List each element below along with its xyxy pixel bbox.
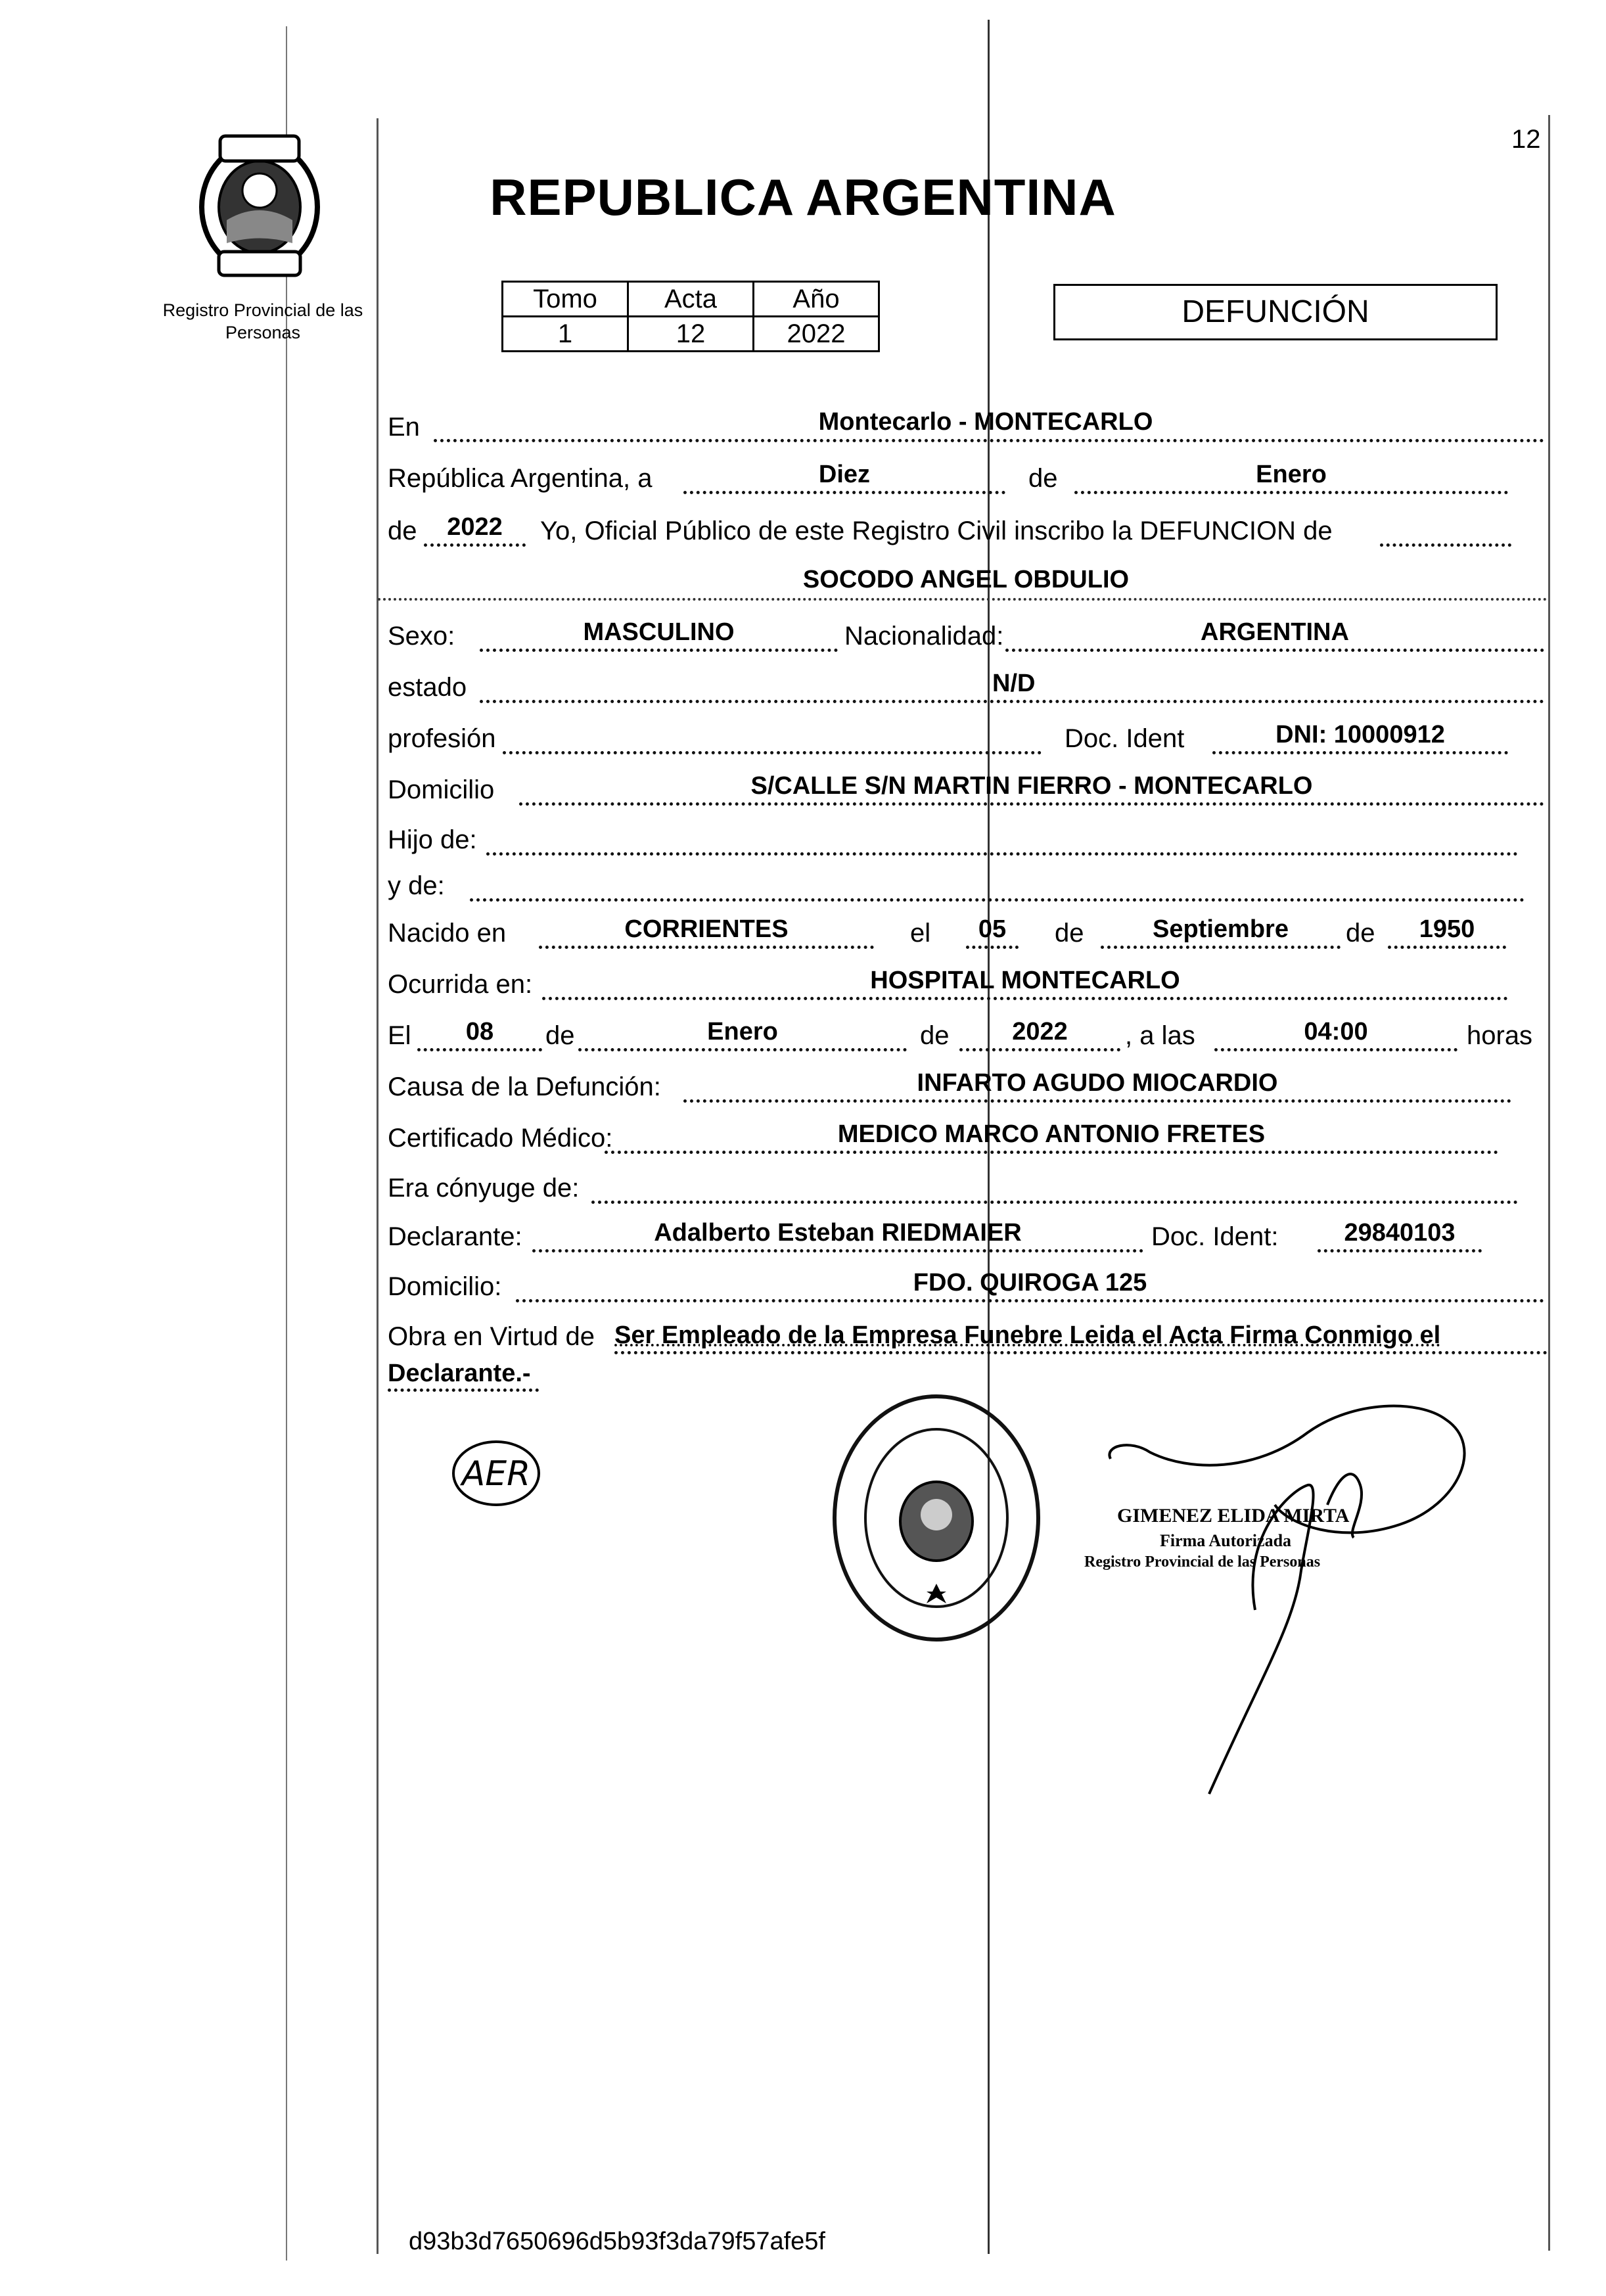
- domicilio2-line: [516, 1299, 1544, 1302]
- declarante-doc-line: [1318, 1249, 1482, 1252]
- day-text-value: Diez: [818, 461, 871, 488]
- causa-value: INFARTO AGUDO MIOCARDIO: [917, 1069, 1278, 1097]
- death-time-value: 04:00: [1304, 1018, 1368, 1045]
- birth-month-value: Septiembre: [1153, 915, 1289, 943]
- record-type-box: DEFUNCIÓN: [1053, 284, 1498, 340]
- table-cell-ano: 2022: [754, 317, 879, 352]
- hijo-de-line: [486, 852, 1518, 856]
- doc-ident-value: DNI: 10000912: [1275, 721, 1445, 748]
- certificado-value: MEDICO MARCO ANTONIO FRETES: [837, 1120, 1266, 1148]
- birth-year-value: 1950: [1419, 915, 1475, 943]
- hijo-de-label: Hijo de:: [388, 825, 477, 854]
- sexo-label: Sexo:: [388, 622, 455, 651]
- y-de-line: [470, 898, 1525, 902]
- birth-day-value: 05: [978, 915, 1007, 943]
- sexo-line: [480, 649, 838, 652]
- registry-seal: [828, 1387, 1045, 1649]
- table-cell-acta: 12: [628, 317, 754, 352]
- place-value: Montecarlo - MONTECARLO: [818, 408, 1153, 436]
- record-table: [501, 281, 880, 352]
- en-label: En: [388, 413, 420, 442]
- official-signature: [1091, 1373, 1498, 1807]
- de-death-month-label: de: [545, 1021, 575, 1050]
- right-margin-line: [1548, 115, 1550, 2251]
- alas-label: , a las: [1125, 1021, 1195, 1050]
- declarante-doc-value: 29840103: [1344, 1219, 1456, 1247]
- official-statement: Yo, Oficial Público de este Registro Civil inscribo la DEFUNCION de: [540, 517, 1333, 545]
- table-cell-tomo: 1: [503, 317, 628, 352]
- svg-text:AER: AER: [461, 1454, 531, 1494]
- birth-month-line: [1101, 946, 1341, 949]
- table-header-ano: Año: [754, 282, 879, 317]
- nacido-en-value: CORRIENTES: [624, 915, 789, 943]
- de-birth-year-label: de: [1346, 919, 1375, 948]
- causa-line: [683, 1099, 1511, 1103]
- domicilio-label: Domicilio: [388, 775, 495, 804]
- signer-role: Firma Autorizada: [1160, 1531, 1292, 1550]
- el-death-label: El: [388, 1021, 411, 1050]
- death-day-value: 08: [465, 1018, 494, 1045]
- obra-line: [614, 1351, 1548, 1354]
- death-month-line: [578, 1048, 907, 1051]
- horas-label: horas: [1467, 1021, 1533, 1050]
- document-hash: d93b3d7650696d5b93f3da79f57afe5f: [409, 2228, 825, 2255]
- birth-day-line: [966, 946, 1019, 949]
- doc-ident2-label: Doc. Ident:: [1151, 1222, 1279, 1251]
- de-death-year-label: de: [920, 1021, 950, 1050]
- death-time-line: [1214, 1048, 1457, 1051]
- page-number: 12: [1511, 125, 1541, 154]
- deceased-name-value: SOCODO ANGEL OBDULIO: [802, 566, 1130, 593]
- declarante-value: Adalberto Esteban RIEDMAIER: [654, 1219, 1022, 1247]
- causa-label: Causa de la Defunción:: [388, 1072, 661, 1101]
- ocurrida-value: HOSPITAL MONTECARLO: [870, 967, 1180, 994]
- domicilio-value: S/CALLE S/N MARTIN FIERRO - MONTECARLO: [750, 772, 1313, 800]
- estado-value: N/D: [992, 670, 1036, 697]
- left-margin-line: [377, 118, 379, 2254]
- place-line: [434, 439, 1544, 442]
- de-label: de: [1028, 464, 1058, 493]
- conyuge-label: Era cónyuge de:: [388, 1174, 580, 1203]
- registry-name: Registro Provincial de las Personas: [162, 300, 363, 342]
- domicilio2-label: Domicilio:: [388, 1272, 502, 1301]
- row-divider: [378, 598, 1548, 601]
- domicilio-line: [519, 802, 1544, 806]
- signer-office: Registro Provincial de las Personas: [1084, 1553, 1321, 1571]
- obra-value-line2: Declarante.-: [388, 1360, 531, 1387]
- declarante-line: [532, 1249, 1143, 1252]
- year-line: [424, 543, 526, 547]
- day-line: [683, 491, 1005, 494]
- hole-punch-line: [286, 26, 287, 2261]
- profesion-label: profesión: [388, 724, 496, 753]
- birth-year-line: [1388, 946, 1506, 949]
- obra-value-line1: Ser Empleado de la Empresa Funebre Leida el Acta Firma Conmigo el: [614, 1321, 1441, 1349]
- nacido-en-line: [539, 946, 874, 949]
- de-birth-month-label: de: [1055, 919, 1084, 948]
- death-month-value: Enero: [707, 1018, 778, 1045]
- sexo-value: MASCULINO: [583, 618, 735, 646]
- table-header-acta: Acta: [628, 282, 754, 317]
- initials-mark: [447, 1436, 545, 1511]
- nacionalidad-value: ARGENTINA: [1201, 618, 1349, 646]
- month-line: [1074, 491, 1508, 494]
- el-label: el: [910, 919, 931, 948]
- statement-line: [1380, 543, 1511, 547]
- republica-label: República Argentina, a: [388, 464, 653, 493]
- de-year-label: de: [388, 517, 417, 545]
- certificado-line: [605, 1151, 1498, 1154]
- signer-name: GIMENEZ ELIDA MIRTA: [1117, 1505, 1350, 1527]
- ocurrida-label: Ocurrida en:: [388, 970, 533, 999]
- table-header-tomo: Tomo: [503, 282, 628, 317]
- domicilio2-value: FDO. QUIROGA 125: [913, 1269, 1147, 1297]
- profesion-line: [503, 751, 1042, 754]
- declarante-label: Declarante:: [388, 1222, 522, 1251]
- death-year-line: [959, 1048, 1120, 1051]
- death-day-line: [417, 1048, 542, 1051]
- doc-ident-line: [1212, 751, 1508, 754]
- nacido-en-label: Nacido en: [388, 919, 507, 948]
- year-value: 2022: [447, 513, 503, 541]
- obra-line2: [388, 1389, 539, 1392]
- nacionalidad-label: Nacionalidad:: [844, 622, 1004, 651]
- death-year-value: 2022: [1012, 1018, 1068, 1045]
- y-de-label: y de:: [388, 871, 445, 900]
- conyuge-line: [591, 1201, 1518, 1204]
- page-title: REPUBLICA ARGENTINA: [490, 168, 1116, 226]
- ocurrida-line: [542, 997, 1508, 1000]
- doc-ident-label: Doc. Ident: [1065, 724, 1185, 753]
- estado-label: estado: [388, 673, 467, 702]
- month-text-value: Enero: [1256, 461, 1327, 488]
- obra-label: Obra en Virtud de: [388, 1322, 595, 1351]
- nacionalidad-line: [1005, 649, 1544, 652]
- certificado-label: Certificado Médico:: [388, 1124, 613, 1153]
- estado-line: [480, 700, 1544, 703]
